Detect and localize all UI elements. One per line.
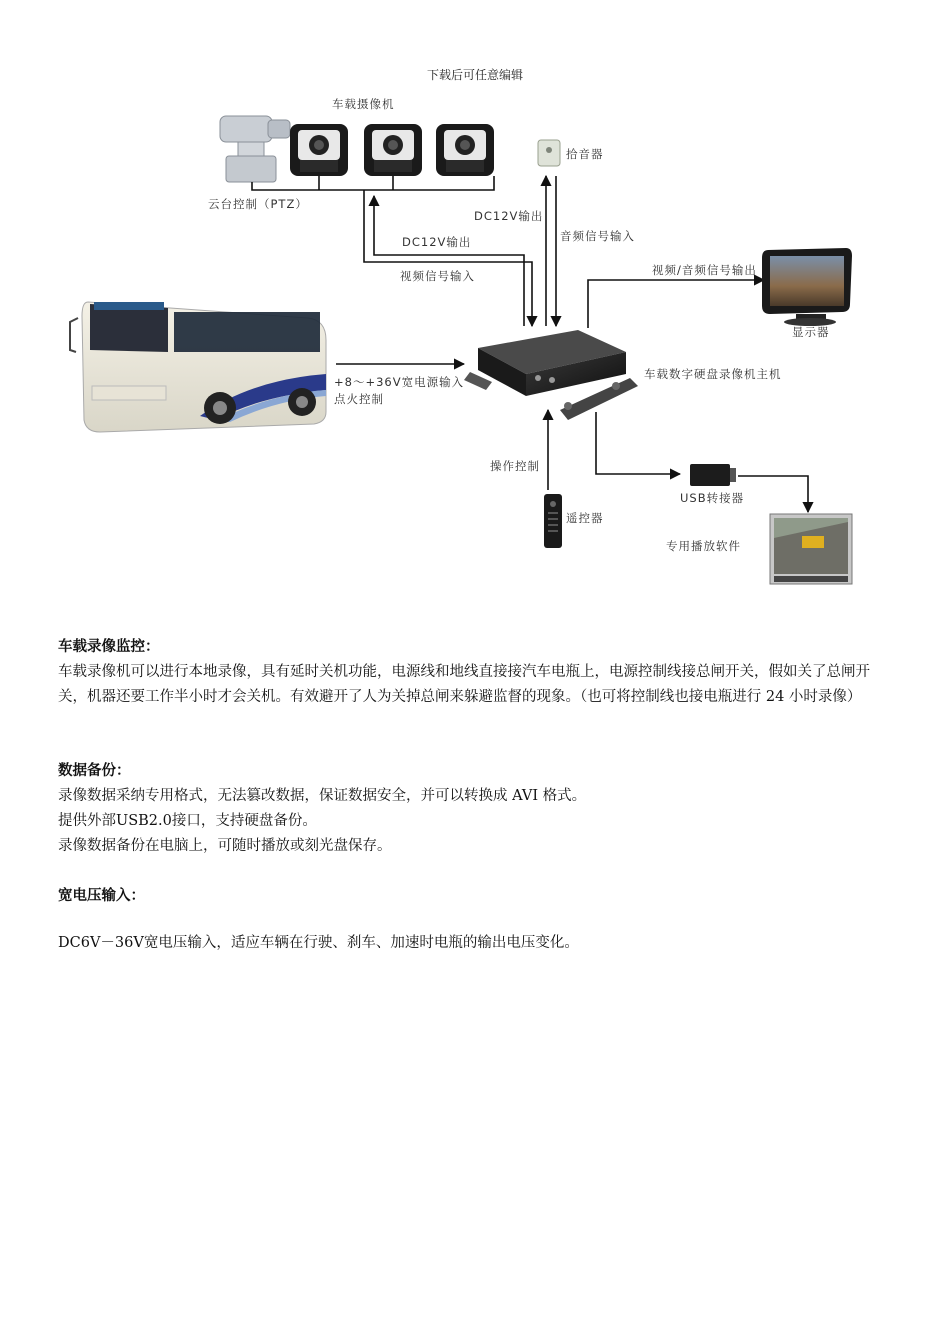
- vehicle-camera-icon-3: [436, 124, 494, 176]
- section-data-backup: [58, 759, 893, 859]
- microphone-icon: [538, 140, 560, 166]
- section-line: DC6V－36V宽电压输入，适应车辆在行驶、刹车、加速时电瓶的输出电压变化。: [58, 935, 579, 951]
- section-title: 数据备份：: [58, 763, 131, 779]
- system-diagram: [40, 90, 920, 600]
- label-microphone: 拾音器: [566, 147, 604, 161]
- section-wide-voltage: [58, 884, 893, 956]
- vehicle-camera-icon-1: [290, 124, 348, 176]
- dvr-host-icon: [464, 330, 638, 420]
- label-dvr-host: 车载数字硬盘录像机主机: [644, 367, 782, 381]
- label-audio-signal-input: 音频信号输入: [560, 229, 635, 243]
- usb-adapter-icon: [690, 464, 736, 486]
- section-title: 宽电压输入：: [58, 888, 145, 904]
- label-dc12v-output-mic: DC12V输出: [474, 209, 544, 223]
- remote-control-icon: [544, 494, 562, 548]
- vehicle-camera-icon-2: [364, 124, 422, 176]
- section-line: 录像数据备份在电脑上，可随时播放或刻光盘保存。: [58, 838, 392, 854]
- label-dc12v-output-camera: DC12V输出: [402, 235, 472, 249]
- diagram-graphics: [40, 90, 920, 600]
- label-playback-software: 专用播放软件: [666, 539, 741, 553]
- bus-icon: [70, 302, 326, 432]
- label-av-signal-output: 视频/音频信号输出: [652, 263, 757, 277]
- playback-software-screenshot: [770, 514, 852, 584]
- display-monitor-icon: [762, 248, 852, 326]
- section-line: 提供外部USB2.0接口，支持硬盘备份。: [58, 813, 317, 829]
- section-paragraph: 车载录像机可以进行本地录像，具有延时关机功能，电源线和地线直接接汽车电瓶上，电源控制线接总闸开关，假如关了总闸开关，机器还要工作半小时才会关机。有效避开了人为关掉总闸来躲避监督的现象。（也可将控制线也接电瓶进行 24 小时录像）: [58, 664, 870, 705]
- label-display: 显示器: [792, 325, 830, 339]
- label-power-input: +8～+36V宽电源输入: [334, 375, 465, 389]
- label-remote-control: 遥控器: [566, 511, 604, 525]
- section-line: 录像数据采纳专用格式，无法篡改数据，保证数据安全，并可以转换成 AVI 格式。: [58, 788, 587, 804]
- label-ignition-control: 点火控制: [334, 392, 384, 406]
- label-operation-control: 操作控制: [490, 459, 540, 473]
- ptz-camera-icon: [220, 116, 290, 182]
- page-header: 下载后可任意编辑: [426, 68, 523, 82]
- label-vehicle-cameras: 车载摄像机: [332, 97, 395, 111]
- label-ptz-control: 云台控制（PTZ）: [208, 197, 308, 211]
- section-title: 车载录像监控：: [58, 639, 160, 655]
- label-usb-adapter: USB转接器: [680, 491, 745, 505]
- section-vehicle-recording: [58, 635, 893, 710]
- label-video-signal-input: 视频信号输入: [400, 269, 475, 283]
